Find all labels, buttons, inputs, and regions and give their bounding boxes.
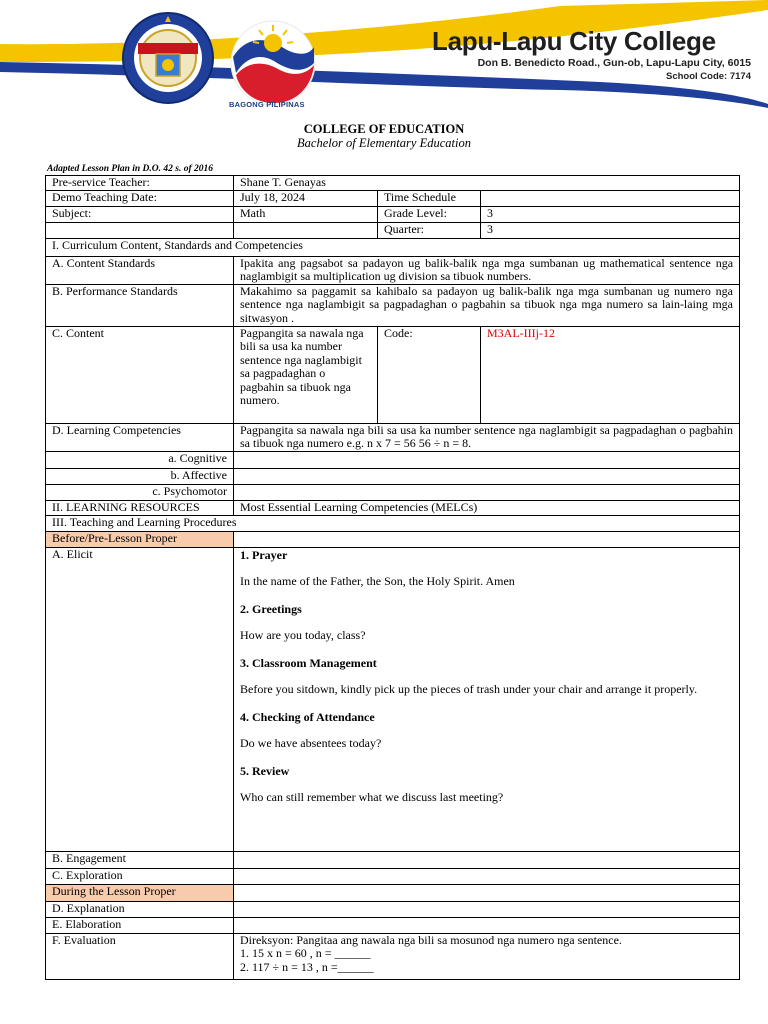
row-exploration <box>46 868 740 884</box>
content-standards-label: A. Content Standards <box>46 256 234 284</box>
row-resources <box>46 500 740 515</box>
attendance-heading: 4. Checking of Attendance <box>240 709 375 724</box>
row-during <box>46 884 740 901</box>
subject-label: Subject: <box>46 206 234 222</box>
row-elicit <box>46 547 740 851</box>
code-label: Code: <box>378 326 481 423</box>
school-code: School Code: 7174 <box>666 71 751 82</box>
during-lesson-label: During the Lesson Proper <box>46 884 234 901</box>
resources-label: II. LEARNING RESOURCES <box>46 500 234 515</box>
evaluation-direction: Direksyon: Pangitaa ang nawala nga bili sa mosunod nga numero nga sentence. <box>240 933 622 947</box>
management-heading: 3. Classroom Management <box>240 655 377 670</box>
competencies-label: D. Learning Competencies <box>46 423 234 451</box>
management-text: Before you sitdown, kindly pick up the pieces of trash under your chair and arrange it properly. <box>240 682 698 696</box>
bagong-pilipinas-logo <box>224 17 322 109</box>
greetings-text: How are you today, class? <box>240 628 366 642</box>
row-section3 <box>46 515 740 531</box>
row-content-standards <box>46 256 740 284</box>
quarter-value: 3 <box>481 222 740 238</box>
row-explanation <box>46 901 740 917</box>
exploration-label: C. Exploration <box>46 868 234 884</box>
review-heading: 5. Review <box>240 763 290 778</box>
evaluation-item-2: 2. 117 ÷ n = 13 , n =______ <box>240 959 374 974</box>
college-name: Lapu-Lapu City College <box>432 26 716 56</box>
time-label: Time Schedule <box>378 190 481 206</box>
prayer-text: In the name of the Father, the Son, the Holy Spirit. Amen <box>240 574 515 588</box>
program-name: Bachelor of Elementary Education <box>297 136 471 150</box>
row-cognitive <box>46 451 740 468</box>
content-standards-value: Ipakita ang pagsabot sa padayon ug balik-balik nga mga sumbanan ug mathematical sentence nga naglambigit sa multiplication ug division sa tibuok numbers. <box>234 256 740 284</box>
row-content <box>46 326 740 423</box>
competencies-value: Pagpangita sa nawala nga bili sa usa ka number sentence nga naglambigit sa pagpadaghan o pagbahin sa tibuok nga numero e.g. n x 7 = 56 56 ÷ n = 8. <box>234 423 740 451</box>
evaluation-item-1: 1. 15 x n = 60 , n = ______ <box>240 946 371 960</box>
performance-value: Makahimo sa paggamit sa kahibalo sa padayon ug balik-balik nga mga sumbanan ug numero nga sentence nga naglambigit sa pagpadaghan o pagbahin sa tibuok nga mga numero sa lain-laing mga sitwasyon . <box>234 284 740 326</box>
row-quarter <box>46 222 740 238</box>
explanation-label: D. Explanation <box>46 901 234 917</box>
row-psychomotor <box>46 484 740 500</box>
row-subject <box>46 206 740 222</box>
evaluation-content <box>234 933 740 979</box>
row-competencies <box>46 423 740 451</box>
college-address: Don B. Benedicto Road., Gun-ob, Lapu-Lapu City, 6015 <box>477 57 751 69</box>
row-date <box>46 190 740 206</box>
row-teacher <box>46 176 740 191</box>
before-lesson-label: Before/Pre-Lesson Proper <box>46 531 234 547</box>
time-value <box>481 190 740 206</box>
attendance-text: Do we have absentees today? <box>240 736 382 750</box>
content-label: C. Content <box>46 326 234 423</box>
subject-value: Math <box>234 206 378 222</box>
grade-value: 3 <box>481 206 740 222</box>
row-elaboration <box>46 917 740 933</box>
bagong-pilipinas-caption: BAGONG PILIPINAS <box>229 100 305 109</box>
cognitive-label: a. Cognitive <box>46 451 234 468</box>
lesson-plan-table <box>45 175 740 980</box>
row-section1 <box>46 238 740 256</box>
engagement-label: B. Engagement <box>46 851 234 868</box>
date-value: July 18, 2024 <box>234 190 378 206</box>
grade-label: Grade Level: <box>378 206 481 222</box>
code-value: M3AL-IIIj-12 <box>481 326 740 423</box>
row-evaluation <box>46 933 740 979</box>
department-title: COLLEGE OF EDUCATION <box>303 122 465 136</box>
date-label: Demo Teaching Date: <box>46 190 234 206</box>
section1-heading: I. Curriculum Content, Standards and Competencies <box>46 238 740 256</box>
psychomotor-label: c. Psychomotor <box>46 484 234 500</box>
row-engagement <box>46 851 740 868</box>
content-value: Pagpangita sa nawala nga bili sa usa ka number sentence nga naglambigit sa pagpadaghan o pagbahin sa tibuok nga numero. <box>234 326 378 423</box>
row-performance <box>46 284 740 326</box>
row-before <box>46 531 740 547</box>
college-seal-logo <box>118 10 218 106</box>
review-text: Who can still remember what we discuss last meeting? <box>240 790 504 804</box>
row-affective <box>46 468 740 484</box>
elicit-content <box>234 547 740 851</box>
resources-value: Most Essential Learning Competencies (MELCs) <box>234 500 740 515</box>
elicit-label: A. Elicit <box>46 547 234 851</box>
adapted-note: Adapted Lesson Plan in D.O. 42 s. of 2016 <box>47 164 213 174</box>
performance-label: B. Performance Standards <box>46 284 234 326</box>
elaboration-label: E. Elaboration <box>46 917 234 933</box>
affective-label: b. Affective <box>46 468 234 484</box>
teacher-label: Pre-service Teacher: <box>46 176 234 191</box>
quarter-label: Quarter: <box>378 222 481 238</box>
teacher-value: Shane T. Genayas <box>234 176 740 191</box>
evaluation-label: F. Evaluation <box>46 933 234 979</box>
section3-heading: III. Teaching and Learning Procedures <box>46 515 740 531</box>
greetings-heading: 2. Greetings <box>240 601 302 616</box>
prayer-heading: 1. Prayer <box>240 547 288 562</box>
